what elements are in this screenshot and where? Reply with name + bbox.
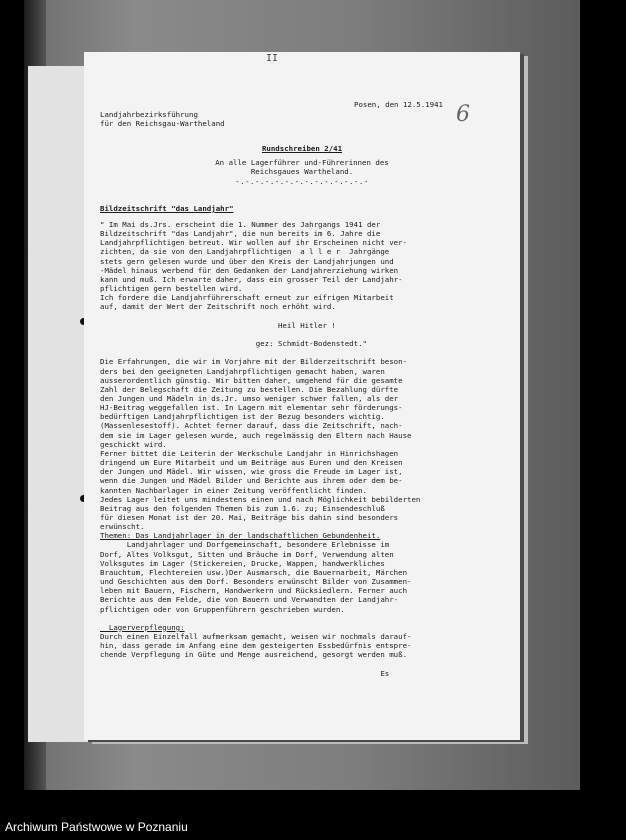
body-line: kann und muß. Ich erwarte daher, dass ein grosser Teil der Landjahr- <box>100 274 403 284</box>
separator-line: -.-.-.-.-.-.-.-.-.-.-.-.-.- <box>235 176 369 186</box>
body-line: Lagerverpflegung: <box>100 622 185 632</box>
body-line: pflichtigen gern bestellen wird. <box>100 284 243 294</box>
body-line: Bildzeitschrift "das Landjahr", die nun bereits im 6. Jahre die <box>100 229 381 239</box>
body-line: (Massenlesestoff). Achtet ferner darauf, dass die Zeitschrift, nach- <box>100 421 403 431</box>
handwritten-page-number: 6 <box>456 102 470 127</box>
body-line: erwünscht. <box>100 522 145 532</box>
body-line: Ich fordere die Landjahrführerschaft erneut zur eifrigen Mitarbeit <box>100 293 394 303</box>
body-line: gez: Schmidt-Bodenstedt." <box>100 339 367 349</box>
body-line: zichten, da sie von den Landjahrpflichtigen a l l e r Jahrgänge <box>100 247 390 257</box>
body-line: geschickt wird. <box>100 439 167 449</box>
body-line: stets gern gelesen wurde und über den Kreis der Landjahrjungen und <box>100 256 394 266</box>
body-line: leben mit Bauern, Fischern, Handwerkern und Rücksiedlern. Ferner auch <box>100 586 408 596</box>
body-line: Ferner bittet die Leiterin der Werkschule Landjahr in Hinrichshagen <box>100 448 399 458</box>
body-line: Beitrag aus den folgenden Themen bis zum 1.6. zu; Einsendeschluß <box>100 503 385 513</box>
letter-body <box>100 220 516 678</box>
page-mark: II <box>266 53 279 64</box>
body-line: ausserordentlich günstig. Wir bitten daher, umgehend für die gesamte <box>100 375 403 385</box>
body-line: hin, dass gerade im Anfang eine dem gesteigerten Essbedürfnis entspre- <box>100 641 412 651</box>
body-line: kannten Nachbarlager in einer Zeitung veröffentlicht finden. <box>100 485 367 495</box>
circular-title: Rundschreiben 2/41 <box>261 144 343 153</box>
body-line: auf, damit der Wert der Zeitschrift noch erhöht wird. <box>100 302 336 312</box>
underlying-page <box>28 66 92 742</box>
sender-line: Landjahrbezirksführung <box>100 110 198 119</box>
body-line: Berichte aus dem Felde, die von Bauern und Verwandten der Landjahr- <box>100 595 399 605</box>
body-line: HJ-Beitrag weggefallen ist. In Lagern mit elementar sehr förderungs- <box>100 403 403 413</box>
body-line: Jedes Lager leitet uns mindestens einen und nach Möglichkeit bebilderten <box>100 494 421 504</box>
body-line: ders bei den geeigneten Landjahrpflichtigen gemacht haben, waren <box>100 366 385 376</box>
body-line: bedürftigen Landjahrpflichtigen ist der Bezug besonders wichtig. <box>100 412 385 422</box>
document-date: Posen, den 12.5.1941 <box>354 100 443 109</box>
body-line: wenn die Jungen und Mädel Bilder und Berichte aus ihrem oder dem be- <box>100 476 403 486</box>
sender-line: für den Reichsgau-Wartheland <box>100 119 225 129</box>
body-line: -Mädel hinaus werbend für den Gedanken der Landjahrerziehung wirken <box>100 265 399 275</box>
addressee-line: Reichsgaues Wartheland. <box>250 167 354 177</box>
subject-heading: Bildzeitschrift "das Landjahr" <box>100 204 234 213</box>
body-line: Brauchtum, Flechtereien usw.)Der Ausmarsch, die Bauernarbeit, Märchen <box>100 567 408 577</box>
body-line: den Jungen und Mädeln in ds.Jr. umso weniger schwer fallen, als der <box>100 393 399 403</box>
body-line: chende Verpflegung in Güte und Menge ausreichend, gesorgt werden muß. <box>100 650 408 660</box>
body-line: dem sie im Lager gelesen wurde, auch regelmässig den Eltern nach Hause <box>100 430 412 440</box>
body-line: Durch einen Einzelfall aufmerksam gemacht, weisen wir nochmals darauf- <box>100 632 412 642</box>
body-line: Die Erfahrungen, die wir im Vorjahre mit der Bilderzeitschrift beson- <box>100 357 408 367</box>
body-line: der Jungen und Mädel. Wir wissen, wie gross die Freude im Lager ist, <box>100 467 403 477</box>
sender-block <box>100 110 225 128</box>
circular-heading <box>84 144 520 186</box>
body-line <box>100 614 516 623</box>
archive-name: Archiwum Państwowe w Poznaniu <box>5 820 188 834</box>
body-line: Landjahrlager und Dorfgemeinschaft, besondere Erlebnisse im <box>100 540 390 550</box>
body-line: und Geschichten aus dem Dorf. Besonders erwünscht Bilder von Zusammen- <box>100 577 412 587</box>
body-line: Es <box>100 668 390 678</box>
body-line: für diesen Monat ist der 20. Mai, Beiträge bis dahin sind besonders <box>100 513 399 522</box>
body-line <box>100 660 516 669</box>
archive-footer <box>0 812 626 840</box>
body-line: Zahl der Belegschaft die Zeitung zu bestellen. Die Bezahlung dürfte <box>100 384 399 394</box>
body-line <box>100 330 516 339</box>
addressee-line: An alle Lagerführer und-Führerinnen des <box>215 158 389 168</box>
body-line: pflichtigen oder von Gruppenführern geschrieben wurden. <box>100 604 345 614</box>
body-line <box>100 312 516 321</box>
document-page <box>84 52 520 740</box>
body-line: Landjahrpflichtigen betreut. Wir wollen auf ihr Erscheinen nicht ver- <box>100 238 408 248</box>
body-line: Heil Hitler ! <box>100 320 336 330</box>
body-line: Volksgutes im Lager (Stickereien, Drucke, Wappen, handwerkliches <box>100 558 385 568</box>
body-line <box>100 348 516 357</box>
body-line: " Im Mai ds.Jrs. erscheint die 1. Nummer des Jahrgangs 1941 der <box>100 220 381 229</box>
body-line: Dorf, Altes Volksgut, Sitten und Bräuche im Dorf, Verwendung alten <box>100 549 394 559</box>
body-line: Themen: Das Landjahrlager in der landschaftlichen Gebundenheit. <box>100 531 381 541</box>
body-line: dringend um Eure Mitarbeit und um Beiträge aus Euren und den Kreisen <box>100 458 403 468</box>
